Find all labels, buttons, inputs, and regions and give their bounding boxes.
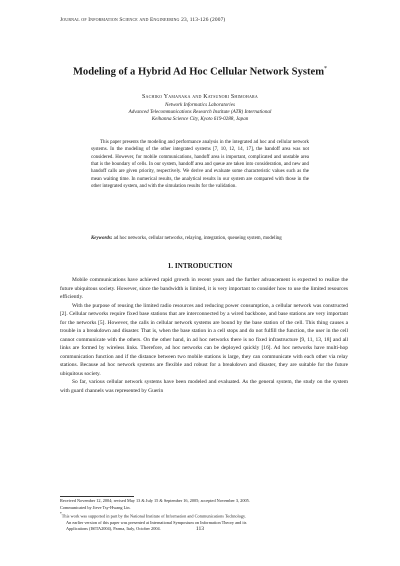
section-heading: 1. INTRODUCTION bbox=[167, 262, 233, 270]
keywords-text: ad hoc networks, cellular networks, relaying, integration, queueing system, modeling bbox=[113, 236, 282, 241]
title-text: Modeling of a Hybrid Ad Hoc Cellular Network System bbox=[72, 66, 325, 78]
body-paragraph: With the purpose of reusing the limited radio resources and reducing power consumption, a cellular network was constructed [2]. Cellular networks require fixed base stations that are interconnected by a wired backbone, and base stations are very important for the networks [5]. However, the calls in cellular network systems are bound by the base station of the cell. This thing causes a trouble in a breakdown and disaster. That is, when the base station in a cell stops and do not fulfill the function, the user in the cell cannot communicate with the others. On the other hand, in ad hoc networks there is no fixed infrastructure [9, 11, 13, 18] and all links are formed by wireless links. Therefore, ad hoc networks can be deployed quickly [16]. Ad hoc networks have multi-hop communication function and if the distance between two mobile stations is large, they can communicate with each other via relay stations. Because ad hoc network systems are flexible and robust for a breakdown and disaster, they are suitable for the future ubiquitous society. bbox=[60, 302, 348, 377]
footnote-earlier-version: An earlier version of this paper was presented at International Symposium on Information Theory and its bbox=[66, 519, 247, 525]
keywords bbox=[91, 235, 309, 242]
footnote-earlier-version-cont: Applications (ISITA2004), Parma, Italy, October 2004. bbox=[66, 526, 161, 532]
affiliation bbox=[40, 102, 360, 123]
affiliation-line: Keihanna Science City, Kyoto 619-0288, Japan bbox=[151, 116, 249, 122]
body-text bbox=[60, 276, 348, 395]
paper-title bbox=[40, 66, 360, 78]
page-number: 113 bbox=[195, 526, 205, 532]
body-paragraph: Mobile communications have achieved rapid growth in recent years and the further advancement is expected to realize the future ubiquitous society. However, since the bandwidth is limited, it is very important to consider how to use the limited resources efficiently. bbox=[60, 277, 348, 300]
abstract-text: This paper presents the modeling and performance analysis in the integrated ad hoc and cellular network systems. In the modeling of the other integrated systems [7, 10, 12, 14, 17], the handoff area was not considered. However, for mobile communications, handoff area is important, complicated and unstable area that is the boundary of cells. In our system, handoff area and queue are taken into consideration, and new and handoff calls are given priority, respectively. We derive and evaluate some characteristic values such as the mean waiting time. In numerical results, the analytical results in our system are compared with those in the other integrated system, and with the simulation results for the validation. bbox=[91, 140, 309, 190]
affiliation-line: Advanced Telecommunications Research Institute (ATR) International bbox=[128, 109, 272, 115]
body-paragraph: So far, various cellular network systems have been modeled and evaluated. As the general system, the study on the system with guard channels was represented by Guerin bbox=[60, 379, 348, 394]
affiliation-line: Network Informatics Laboratories bbox=[165, 102, 235, 108]
footnote-rule bbox=[60, 496, 134, 497]
footnote-received: Received November 12, 2004; revised May 13 & July 15 & September 16, 2005; accepted November 3, 2005. bbox=[60, 498, 250, 503]
author-names: Sachiko Yamanaka and Katsunori Shimohara bbox=[141, 94, 258, 100]
abstract bbox=[91, 139, 309, 190]
footnote-funding-text: This work was supported in part by the National Institute of Information and Communications Technology. bbox=[61, 513, 246, 519]
footnote-funding bbox=[60, 511, 348, 520]
keywords-label: Keywords: bbox=[91, 236, 113, 241]
running-head: Journal of Information Science and Engineering 23, 113-126 (2007) bbox=[60, 17, 226, 23]
footnote-mark: * bbox=[60, 512, 62, 516]
title-footnote-mark: * bbox=[324, 66, 328, 72]
footnote-communicated: Communicated by Jieve Tsy-Hwang Lin. bbox=[60, 504, 131, 510]
